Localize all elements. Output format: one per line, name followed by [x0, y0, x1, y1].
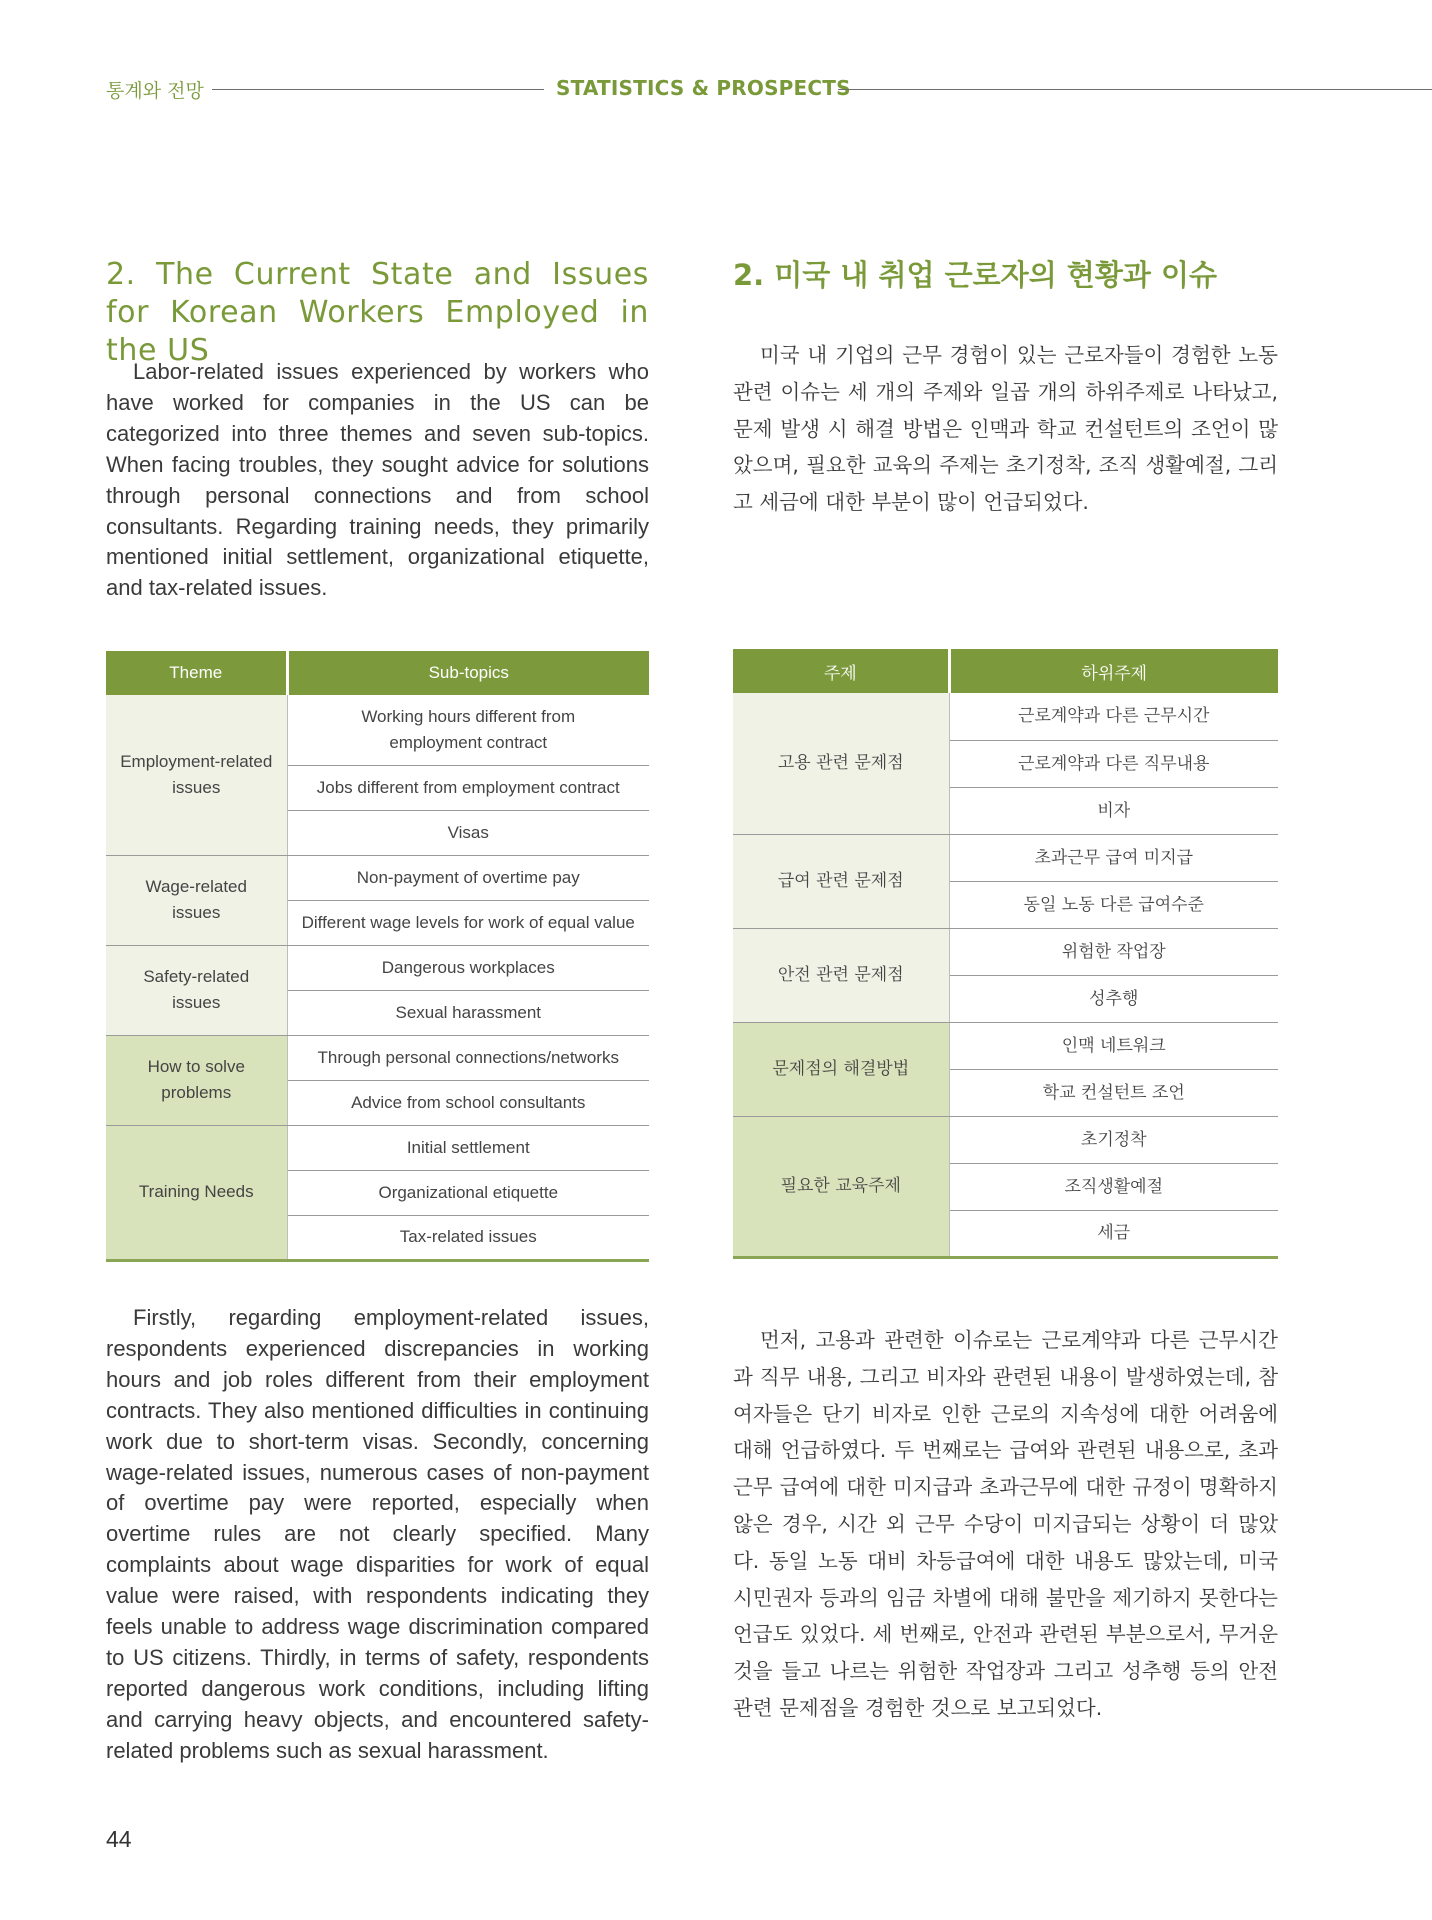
- subtopic-cell: Tax-related issues: [287, 1215, 649, 1260]
- english-heading: 2. The Current State and Issues for Korean Workers Employed in the US: [106, 257, 649, 368]
- english-intro-paragraph: Labor-related issues experienced by workers who have worked for companies in the US can be categorized into three themes and seven sub-topics. When facing troubles, they sought advice for solutions through personal connections and from school consultants. Regarding training needs, they primarily mentioned initial settlement, organizational etiquette, and tax-related issues.: [106, 359, 649, 601]
- subtopic-cell-ko: 조직생활예절: [949, 1163, 1278, 1210]
- subtopic-cell-ko: 세금: [949, 1210, 1278, 1257]
- english-issues-table: [106, 651, 649, 1262]
- subtopic-cell: Sexual harassment: [287, 990, 649, 1035]
- subtopic-cell-ko: 학교 컨설턴트 조언: [949, 1069, 1278, 1116]
- english-body-paragraph: Firstly, regarding employment-related issues, respondents experienced discrepancies in working hours and job roles different from their employment contracts. They also mentioned difficulties in continuing work due to short-term visas. Secondly, concerning wage-related issues, numerous cases of non-payment of overtime pay were reported, especially when overtime rules are not clearly specified. Many complaints about wage disparities for work of equal value were raised, with respondents indicating they feels unable to address wage discrimination compared to US citizens. Thirdly, in terms of safety, respondents reported dangerous work conditions, including lifting and carrying heavy objects, and encountered safety-related problems such as sexual harassment.: [106, 1305, 649, 1763]
- table-header-subtopics-ko: 하위주제: [949, 649, 1278, 693]
- theme-cell-wage: Wage-related issues: [106, 855, 287, 945]
- subtopic-cell: Advice from school consultants: [287, 1080, 649, 1125]
- subtopic-cell-ko: 초과근무 급여 미지급: [949, 834, 1278, 881]
- theme-cell-wage-ko: 급여 관련 문제점: [733, 834, 949, 928]
- korean-issues-table: [733, 649, 1278, 1259]
- subtopic-cell-ko: 동일 노동 다른 급여수준: [949, 881, 1278, 928]
- subtopic-cell-ko: 성추행: [949, 975, 1278, 1022]
- theme-cell-training-ko: 필요한 교육주제: [733, 1116, 949, 1257]
- subtopic-cell: Organizational etiquette: [287, 1170, 649, 1215]
- theme-cell-safety: Safety-related issues: [106, 945, 287, 1035]
- theme-cell-safety-ko: 안전 관련 문제점: [733, 928, 949, 1022]
- subtopic-cell-ko: 초기정착: [949, 1116, 1278, 1163]
- korean-intro-paragraph: 미국 내 기업의 근무 경험이 있는 근로자들이 경험한 노동 관련 이슈는 세 개의 주제와 일곱 개의 하위주제로 나타났고, 문제 발생 시 해결 방법은 인맥과 학교 컨설턴트의 조언이 많았으며, 필요한 교육의 주제는 초기정착, 조직 생활예절, 그리고 세금에 대한 부분이 많이 언급되었다.: [733, 343, 1278, 515]
- header-english-label: STATISTICS & PROSPECTS: [556, 76, 851, 100]
- table-header-theme: Theme: [106, 651, 287, 695]
- subtopic-cell: Jobs different from employment contract: [287, 765, 649, 810]
- subtopic-cell-ko: 위험한 작업장: [949, 928, 1278, 975]
- table-header-theme-ko: 주제: [733, 649, 949, 693]
- theme-cell-employment: Employment-related issues: [106, 695, 287, 855]
- theme-cell-training: Training Needs: [106, 1125, 287, 1260]
- theme-cell-employment-ko: 고용 관련 문제점: [733, 693, 949, 834]
- subtopic-cell-ko: 근로계약과 다른 근무시간: [949, 693, 1278, 740]
- theme-cell-solutions: How to solve problems: [106, 1035, 287, 1125]
- header-rule-right: [838, 89, 1432, 90]
- subtopic-cell: Different wage levels for work of equal value: [287, 900, 649, 945]
- theme-cell-solutions-ko: 문제점의 해결방법: [733, 1022, 949, 1116]
- subtopic-cell: Visas: [287, 810, 649, 855]
- subtopic-cell-ko: 비자: [949, 787, 1278, 834]
- page-number: 44: [106, 1826, 132, 1852]
- subtopic-cell-ko: 근로계약과 다른 직무내용: [949, 740, 1278, 787]
- header-rule-left: [212, 89, 544, 90]
- subtopic-cell: Non-payment of overtime pay: [287, 855, 649, 900]
- table-header-subtopics: Sub-topics: [287, 651, 649, 695]
- korean-body-paragraph: 먼저, 고용과 관련한 이슈로는 근로계약과 다른 근무시간과 직무 내용, 그리고 비자와 관련된 내용이 발생하였는데, 참여자들은 단기 비자로 인한 근로의 지속성에 대한 어려움에 대해 언급하였다. 두 번째로는 급여와 관련된 내용으로, 초과근무 급여에 대한 미지급과 초과근무에 대한 규정이 명확하지 않은 경우, 시간 외 근무 수당이 미지급되는 상황이 더 많았다. 동일 노동 대비 차등급여에 대한 내용도 많았는데, 미국 시민권자 등과의 임금 차별에 대해 불만을 제기하지 못한다는 언급도 있었다. 세 번째로, 안전과 관련된 부분으로서, 무거운 것을 들고 나르는 위험한 작업장과 그리고 성추행 등의 안전 관련 문제점을 경험한 것으로 보고되었다.: [733, 1328, 1278, 1720]
- subtopic-cell: Initial settlement: [287, 1125, 649, 1170]
- subtopic-cell: Through personal connections/networks: [287, 1035, 649, 1080]
- subtopic-cell: Working hours different from employment contract: [287, 695, 649, 765]
- header-korean-label: 통계와 전망: [106, 80, 204, 102]
- subtopic-cell-ko: 인맥 네트워크: [949, 1022, 1278, 1069]
- subtopic-cell: Dangerous workplaces: [287, 945, 649, 990]
- korean-heading: 2. 미국 내 취업 근로자의 현황과 이슈: [733, 258, 1217, 292]
